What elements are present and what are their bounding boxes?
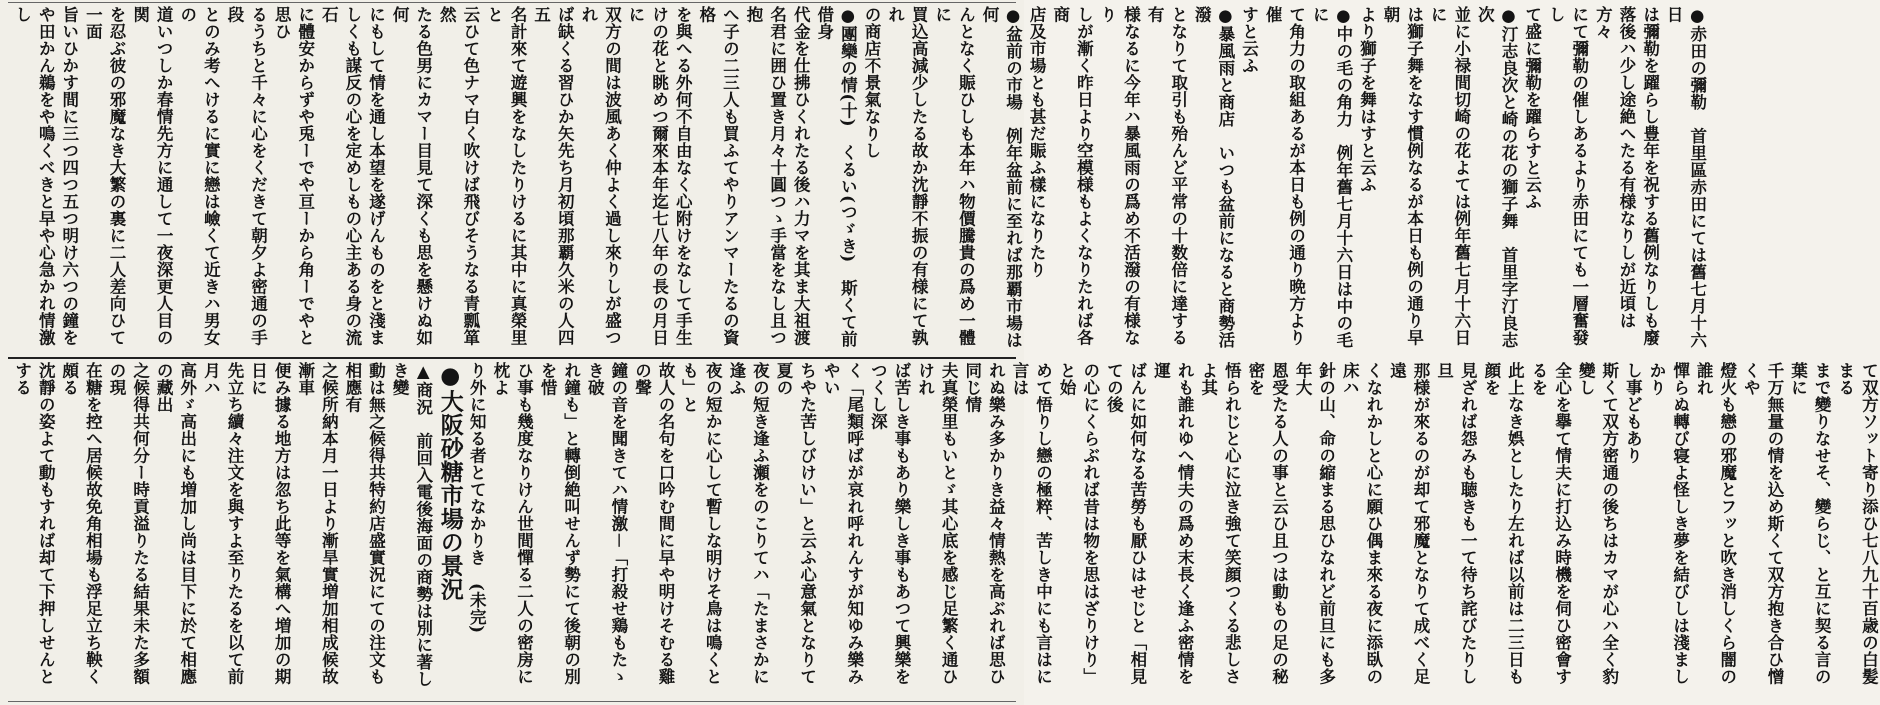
text-column: 斯くて双方密通の後ちはカマが心ハ全く豹變し [1576, 362, 1619, 685]
text-column: 夜の短き逢ふ瀬をのこりてハ「たまさかに逢ふ [726, 362, 770, 685]
text-column: 店及市場とも甚だ賑ふ樣になりたり [1027, 6, 1047, 278]
text-column: 夜の短かに心して暫しな明けそ鳥は鳴くとも」と [679, 362, 723, 685]
text-column: く「尾類呼ばが哀れ呼れんすが知ゆみ樂みやい [821, 362, 864, 685]
text-column: んとなく賑ひしも本年ハ物價騰貴の爲め一體に [932, 6, 976, 346]
text-column: は獅子舞をなす慣例なるが本日も例の通り早朝 [1381, 6, 1424, 346]
text-column: 全心を擧て情夫に打込み時機を伺ひ密會するを [1529, 362, 1572, 685]
text-column: まで變りなせそ、變らじ、と互に契る言の葉に [1788, 362, 1832, 685]
tier-divider-rule [8, 357, 1016, 359]
text-column: 在糖を控へ居候故免角相場も浮足立ち鞅く頗る [59, 362, 103, 685]
text-column: り外に知る者とてなかりき (未完) [467, 362, 487, 634]
text-column: 高外ゞ高出にも増加し尚は目下に於て相應の藏出 [154, 362, 197, 685]
text-column: 千万無量の情を込め斯くて双方抱き合ひ憎くや [1741, 362, 1784, 685]
text-column: めて悟りし戀の極粹、苦しき中にも言はに言は [1009, 362, 1053, 685]
text-column: れ鐘も」と轉倒絶叫せんず勢にて後朝の別を惜 [538, 362, 581, 685]
text-column: しくも謀反の心を定めしもの心主ある身の流石 [319, 6, 362, 346]
text-column: や田かん鵜をや鳴くべきと早や心急かれ情激し [12, 6, 56, 346]
text-column: 便み據る地方は忽ち此等を氣構へ増加の期日に [248, 362, 292, 685]
text-column: へ子の二三人も買ふてやりアンマーたるの資格 [696, 6, 740, 346]
text-column: より獅子を舞はすと云ふ [1357, 6, 1377, 193]
text-column: 様なるに今年ハ暴風雨の爲め不活潑の有様なり [1097, 6, 1141, 346]
text-column: を與へる外何不自由なく心附けをなして手生 [673, 6, 693, 346]
top-border-rule [8, 2, 1016, 3]
text-column: の商店不景氣なりし [861, 6, 881, 159]
text-column: にて彌勒の催しあるより赤田にても一層奮發し [1546, 6, 1589, 346]
bottom-border-rule [8, 701, 1016, 702]
text-column: 恩受たる人の事と云ひ且つは動もの足の秘密を [1245, 362, 1289, 685]
text-column: ちやた苦しびけい」と云ふ心意氣となりて夏の [774, 362, 817, 685]
text-column: 代金を仕拂ひくれたる後ハ力マを其ま大祖渡 [791, 6, 811, 346]
text-column: 見ざれば怨みも聴きも一て待ち詫びたりし旦 [1434, 362, 1478, 685]
upper-text-columns [10, 6, 1709, 354]
text-column: ●中の毛の角力 例年舊七月十六日は中の毛に [1310, 6, 1353, 349]
text-column: 動は無之候得共特約店盛實況にての注文も相應有 [342, 362, 386, 685]
text-column: にもして情を通し本望を遂げんものをと淺ま [366, 6, 386, 346]
text-column: るうちと千々に心をくだきて朝夕よ密通の手段 [224, 6, 268, 346]
text-column: 並に小禄間切崎の花よては例年舊七月十六日に [1428, 6, 1471, 346]
text-column: 那様が來るのが却て邪魔となりて成べく足遠 [1387, 362, 1431, 685]
upper-tier [10, 6, 1707, 354]
text-column: 道いつしか春情先方に通して一夜深更人目の関 [130, 6, 174, 346]
text-column: の心にくらぶれば昔は物を思はざりけり」と始 [1057, 362, 1100, 685]
text-column: れも誰れゆへ情夫の爲め末長く逢ふ密情を運 [1151, 362, 1195, 685]
text-column: 双方の間は波風あく仲よく過し來りしが盛つれ [578, 6, 622, 346]
article-heading: ●大阪砂糖市場の景況 [436, 362, 464, 601]
text-column: 夫真榮里もいとゞ其心底を感じ足繁く通ひけれ [915, 362, 959, 685]
text-column: て双方ソット寄り添ひ七八九十百歳の白髪まる [1835, 362, 1879, 685]
text-column: 此上なき娯としたり左れば以前は二三日も顔を [1481, 362, 1525, 685]
text-column: しが漸く昨日より空模様もよくなりたれば各商 [1050, 6, 1094, 346]
lower-text-columns [10, 362, 1880, 699]
text-column: すと云ふ [1239, 6, 1259, 74]
text-column: とのみ考へけるに實に戀は嶮くて近きハ男女の [177, 6, 221, 346]
text-column: ●汀志良次と崎の花の獅子舞 首里字汀良志次 [1475, 6, 1518, 349]
text-column: けの花と眺めつ爾來本年迄七八年の長の月日に [626, 6, 669, 346]
text-column: ひ事も幾度なりけん世間憚る二人の密房に枕よ [490, 362, 534, 685]
text-column: 旨いひかす間に三つ四つ五つ明け六つの鐘を [59, 6, 79, 346]
text-column: くなれかしと心に願ひ偶ま來る夜に添臥の床ハ [1340, 362, 1383, 685]
text-column: たる色男にカマー目見て深くも思を懸けぬ如何 [390, 6, 433, 346]
text-column: 沈靜の姿よて動もすれば却て下押しせんとする [12, 362, 56, 685]
text-column: ●赤田の彌勒 首里區赤田にては舊七月十六日 [1664, 6, 1707, 349]
text-column: 云ひて色ナマ白く吹けば飛びそうなる青瓢箪然 [437, 6, 480, 346]
text-column: し事どもあり [1623, 362, 1643, 464]
text-column: 之候得共何分ー時貢溢りたる結果未た多額の現 [106, 362, 150, 685]
text-column: を忍ぶ彼の邪魔なき大繁の裏に二人差向ひて一面 [83, 6, 126, 346]
text-column: 先立ち續々注文を與すよ至りたるを以て前月ハ [201, 362, 244, 685]
text-column: 名君に囲ひ置き月々十圓つゝ手當をなし且つ抱 [744, 6, 787, 346]
text-column: ●團欒の情(十) くるい(つゞき) 斯くて前借身 [814, 6, 858, 348]
text-column: 落後ハ少し途絶へたる有様なりしが近頃は方々 [1593, 6, 1636, 329]
text-column: て角力の取組あるが本日も例の通り晩方より催 [1263, 6, 1306, 346]
text-column: 買込高減少したる故か沈靜不振の有様にて孰れ [885, 6, 929, 346]
lower-tier [10, 362, 1879, 699]
text-column: 之候所納本月一日より漸旱實増加相成候故漸車 [295, 362, 339, 685]
text-column: ば缺くる習ひか矢先ち月初頃那覇久米の人四五 [531, 6, 575, 346]
text-column: 名計來て遊興をなしたりけるに其中に真榮里と [484, 6, 528, 346]
text-column: 悟られじと心に泣き強て笑顔つくる悲しさよ其 [1198, 362, 1242, 685]
text-column: 憚らぬ轉び寝よ怪しき夢を結びしは淺ましかり [1646, 362, 1690, 685]
text-column: ばんに如何なる苦勞も厭ひはせじと「相見ての後 [1104, 362, 1147, 685]
text-column: 鐘の音を聞きてハ情激－「打殺せ鶏もたゝき破 [585, 362, 628, 685]
text-column: て盛に彌勒を躍らすと云ふ [1522, 6, 1542, 210]
text-column: ●盆前の市場 例年盆前に至れば那覇市場は何 [979, 6, 1023, 349]
text-column: ば苦しき事もあり樂しき事もあつて興樂をつくし深 [868, 362, 911, 685]
text-column: れぬ樂み多かりき益々情熱を高ぶれば思ひ同じ情 [962, 362, 1006, 685]
text-column: ●暴風雨と商店 いつも盆前になると商勢活潑 [1192, 6, 1235, 349]
text-column: 燈火も戀の邪魔とフッと吹き消しくら闇の誰れ [1694, 362, 1737, 685]
text-column: に體安からずや兎ーでや亘ーから角ーでやと思ひ [272, 6, 315, 346]
text-column: となりて取引も殆んど平常の十数倍に達する有 [1145, 6, 1188, 346]
text-column: ▲商況 前回入電後海面の商勢は別に著しき變 [390, 362, 433, 688]
text-column: 針の山、命の縮まる思ひなれど前旦にも多年大 [1293, 362, 1336, 685]
text-column: 故人の名句を口吟む間に早や明けそむる雞の聲 [632, 362, 676, 685]
text-column: は彌勒を躍らし豊年を祝する舊例なりしも廢 [1640, 6, 1660, 346]
